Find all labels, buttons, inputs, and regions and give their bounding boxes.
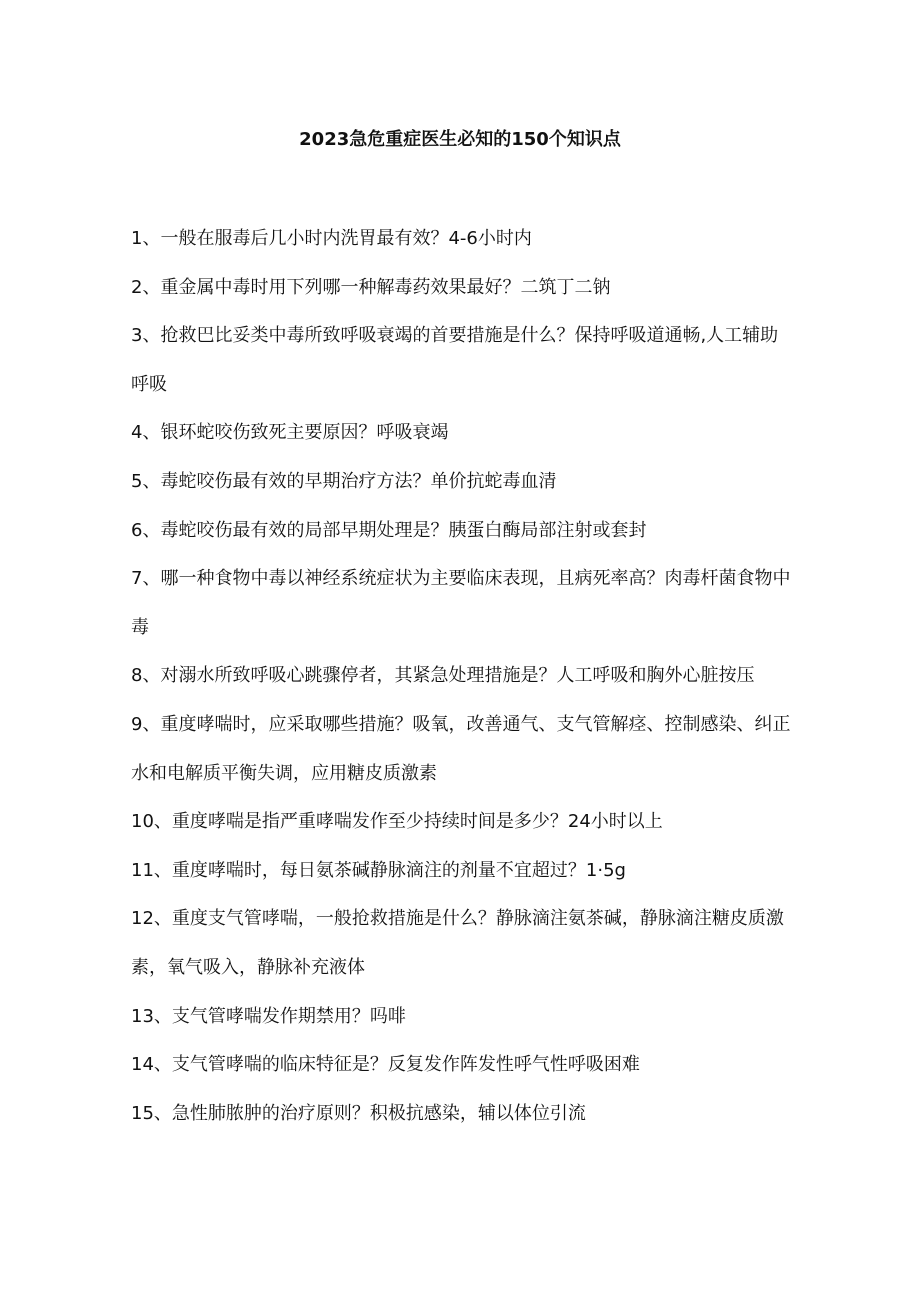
knowledge-point-item: 9、重度哮喘时，应采取哪些措施？吸氧，改善通气、支气管解痉、控制感染、纠正水和电解质平衡失调，应用糖皮质激素 (131, 713, 791, 784)
knowledge-point-item: 15、急性肺脓肿的治疗原则？积极抗感染，辅以体位引流 (131, 1102, 586, 1124)
knowledge-point-item: 11、重度哮喘时，每日氨茶碱静脉滴注的剂量不宜超过？1·5g (131, 859, 626, 881)
knowledge-point-item: 3、抢救巴比妥类中毒所致呼吸衰竭的首要措施是什么？保持呼吸道通畅,人工辅助呼吸 (131, 325, 779, 395)
document-title: 2023急危重症医生必知的150个知识点 (299, 129, 621, 150)
knowledge-point-item: 5、毒蛇咬伤最有效的早期治疗方法？单价抗蛇毒血清 (131, 470, 557, 492)
knowledge-point-item: 6、毒蛇咬伤最有效的局部早期处理是？胰蛋白酶局部注射或套封 (131, 519, 647, 541)
knowledge-point-item: 13、支气管哮喘发作期禁用？吗啡 (131, 1005, 406, 1027)
knowledge-point-item: 14、支气管哮喘的临床特征是？反复发作阵发性呼气性呼吸困难 (131, 1054, 640, 1076)
knowledge-point-item: 4、银环蛇咬伤致死主要原因？呼吸衰竭 (131, 422, 449, 444)
knowledge-point-list (131, 215, 791, 1138)
knowledge-point-item: 10、重度哮喘是指严重哮喘发作至少持续时间是多少？24小时以上 (131, 811, 663, 833)
knowledge-point-item: 12、重度支气管哮喘，一般抢救措施是什么？静脉滴注氨茶碱，静脉滴注糖皮质激素，氧气吸入，静脉补充液体 (131, 908, 784, 978)
knowledge-point-item: 2、重金属中毒时用下列哪一种解毒药效果最好？二筑丁二钠 (131, 276, 611, 298)
knowledge-point-item: 1、一般在服毒后几小时内洗胃最有效？4-6小时内 (131, 228, 532, 249)
knowledge-point-item: 8、对溺水所致呼吸心跳骤停者，其紧急处理措施是？人工呼吸和胸外心脏按压 (131, 665, 755, 687)
knowledge-point-item: 7、哪一种食物中毒以神经系统症状为主要临床表现，且病死率高？肉毒杆菌食物中毒 (131, 568, 791, 638)
